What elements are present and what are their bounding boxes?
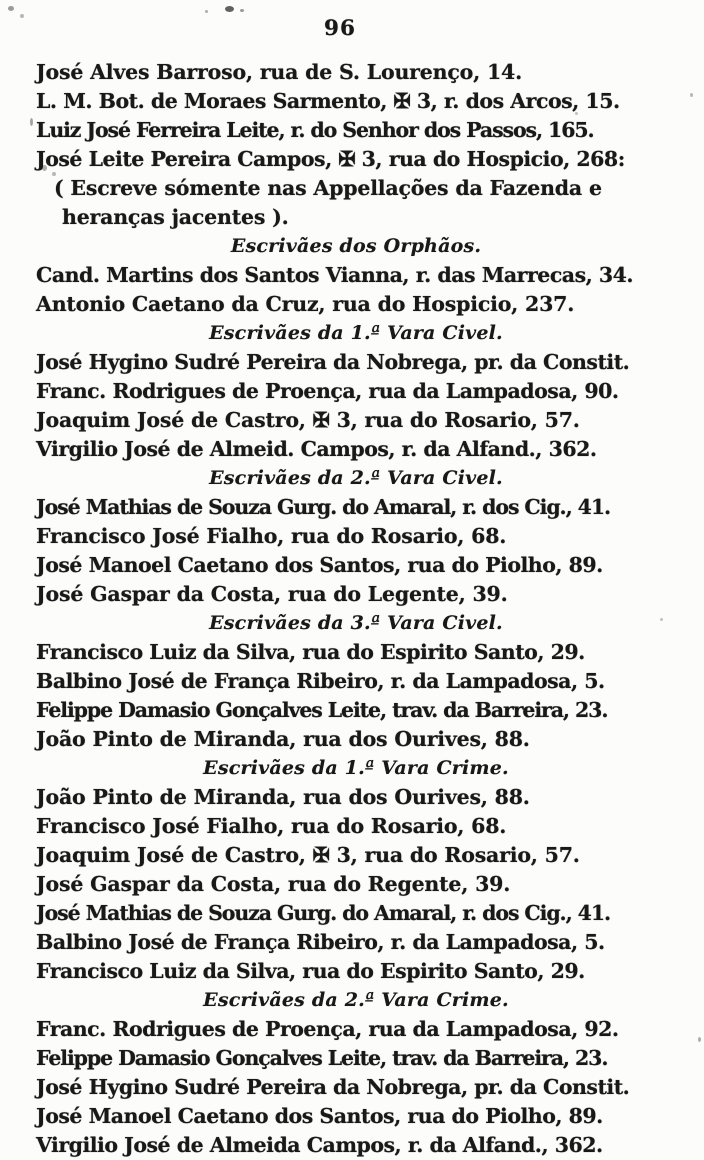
ink-speck (30, 118, 33, 126)
ink-speck (575, 112, 578, 115)
directory-entry: Francisco Luiz da Silva, rua do Espirito Santo, 29. (36, 959, 585, 983)
directory-entry: José Mathias de Souza Gurg. do Amaral, r. dos Cig., 41. (36, 901, 611, 925)
directory-entry: Franc. Rodrigues de Proença, rua da Lampadosa, 92. (36, 1017, 619, 1041)
directory-entry: João Pinto de Miranda, rua dos Ourives, 88. (36, 785, 530, 809)
ink-speck (698, 1037, 701, 1042)
directory-entry: L. M. Bot. de Moraes Sarmento, ✠ 3, r. dos Arcos, 15. (36, 89, 620, 113)
directory-entry: Francisco Luiz da Silva, rua do Espirito Santo, 29. (36, 640, 585, 664)
directory-entry: Balbino José de França Ribeiro, r. da Lampadosa, 5. (36, 669, 605, 693)
ink-speck (660, 618, 663, 621)
ink-speck (690, 93, 693, 97)
directory-text-block (36, 58, 676, 1160)
ink-speck (225, 6, 234, 12)
section-heading: Escrivães da 3.ª Vara Civel. (209, 612, 503, 634)
directory-entry: João Pinto de Miranda, rua dos Ourives, 88. (36, 727, 530, 751)
ink-speck (42, 165, 47, 171)
directory-entry: Joaquim José de Castro, ✠ 3, rua do Rosario, 57. (36, 408, 580, 432)
directory-entry: Virgilio José de Almeid. Campos, r. da Alfand., 362. (36, 437, 597, 461)
directory-entry: Francisco José Fialho, rua do Rosario, 68. (36, 524, 507, 548)
section-heading: Escrivães da 1.ª Vara Crime. (203, 757, 509, 779)
ink-speck (52, 172, 56, 176)
directory-entry: Balbino José de França Ribeiro, r. da Lampadosa, 5. (36, 930, 605, 954)
directory-entry: José Manoel Caetano dos Santos, rua do Piolho, 89. (36, 553, 603, 577)
section-heading: Escrivães da 1.ª Vara Civel. (209, 322, 503, 344)
directory-entry: José Gaspar da Costa, rua do Regente, 39. (36, 872, 511, 896)
section-heading: Escrivães da 2.ª Vara Civel. (209, 467, 503, 489)
directory-entry: Cand. Martins dos Santos Vianna, r. das Marrecas, 34. (36, 263, 634, 287)
directory-entry: Felippe Damasio Gonçalves Leite, trav. da Barreira, 23. (36, 1046, 608, 1070)
directory-entry: José Manoel Caetano dos Santos, rua do Piolho, 89. (36, 1104, 603, 1128)
section-heading: Escrivães dos Orphãos. (230, 235, 482, 257)
directory-entry: José Hygino Sudré Pereira da Nobrega, pr. da Constit. (36, 1075, 630, 1099)
parenthetical-note: heranças jacentes ). (62, 205, 289, 229)
directory-entry: Franc. Rodrigues de Proença, rua da Lampadosa, 90. (36, 379, 619, 403)
directory-entry: Francisco José Fialho, rua do Rosario, 68. (36, 814, 507, 838)
directory-entry: Felippe Damasio Gonçalves Leite, trav. da Barreira, 23. (36, 698, 608, 722)
directory-entry: Joaquim José de Castro, ✠ 3, rua do Rosario, 57. (36, 843, 580, 867)
directory-entry: José Leite Pereira Campos, ✠ 3, rua do Hospicio, 268: (36, 147, 625, 171)
parenthetical-note: ( Escreve sómente nas Appellações da Fazenda e (54, 176, 602, 200)
directory-entry: José Mathias de Souza Gurg. do Amaral, r. dos Cig., 41. (36, 495, 611, 519)
page-number: 96 (324, 16, 356, 41)
ink-speck (205, 10, 208, 13)
ink-speck (20, 14, 24, 18)
directory-entry: Antonio Caetano da Cruz, rua do Hospicio, 237. (36, 292, 575, 316)
ink-speck (240, 9, 244, 12)
section-heading: Escrivães da 2.ª Vara Crime. (203, 989, 509, 1011)
ink-speck (8, 6, 14, 11)
directory-entry: José Alves Barroso, rua de S. Lourenço, 14. (36, 60, 523, 84)
directory-entry: José Gaspar da Costa, rua do Legente, 39. (36, 582, 508, 606)
directory-entry: Virgilio José de Almeida Campos, r. da Alfand., 362. (36, 1133, 603, 1157)
directory-entry: José Hygino Sudré Pereira da Nobrega, pr. da Constit. (36, 350, 630, 374)
directory-entry: Luiz José Ferreira Leite, r. do Senhor dos Passos, 165. (36, 118, 594, 142)
